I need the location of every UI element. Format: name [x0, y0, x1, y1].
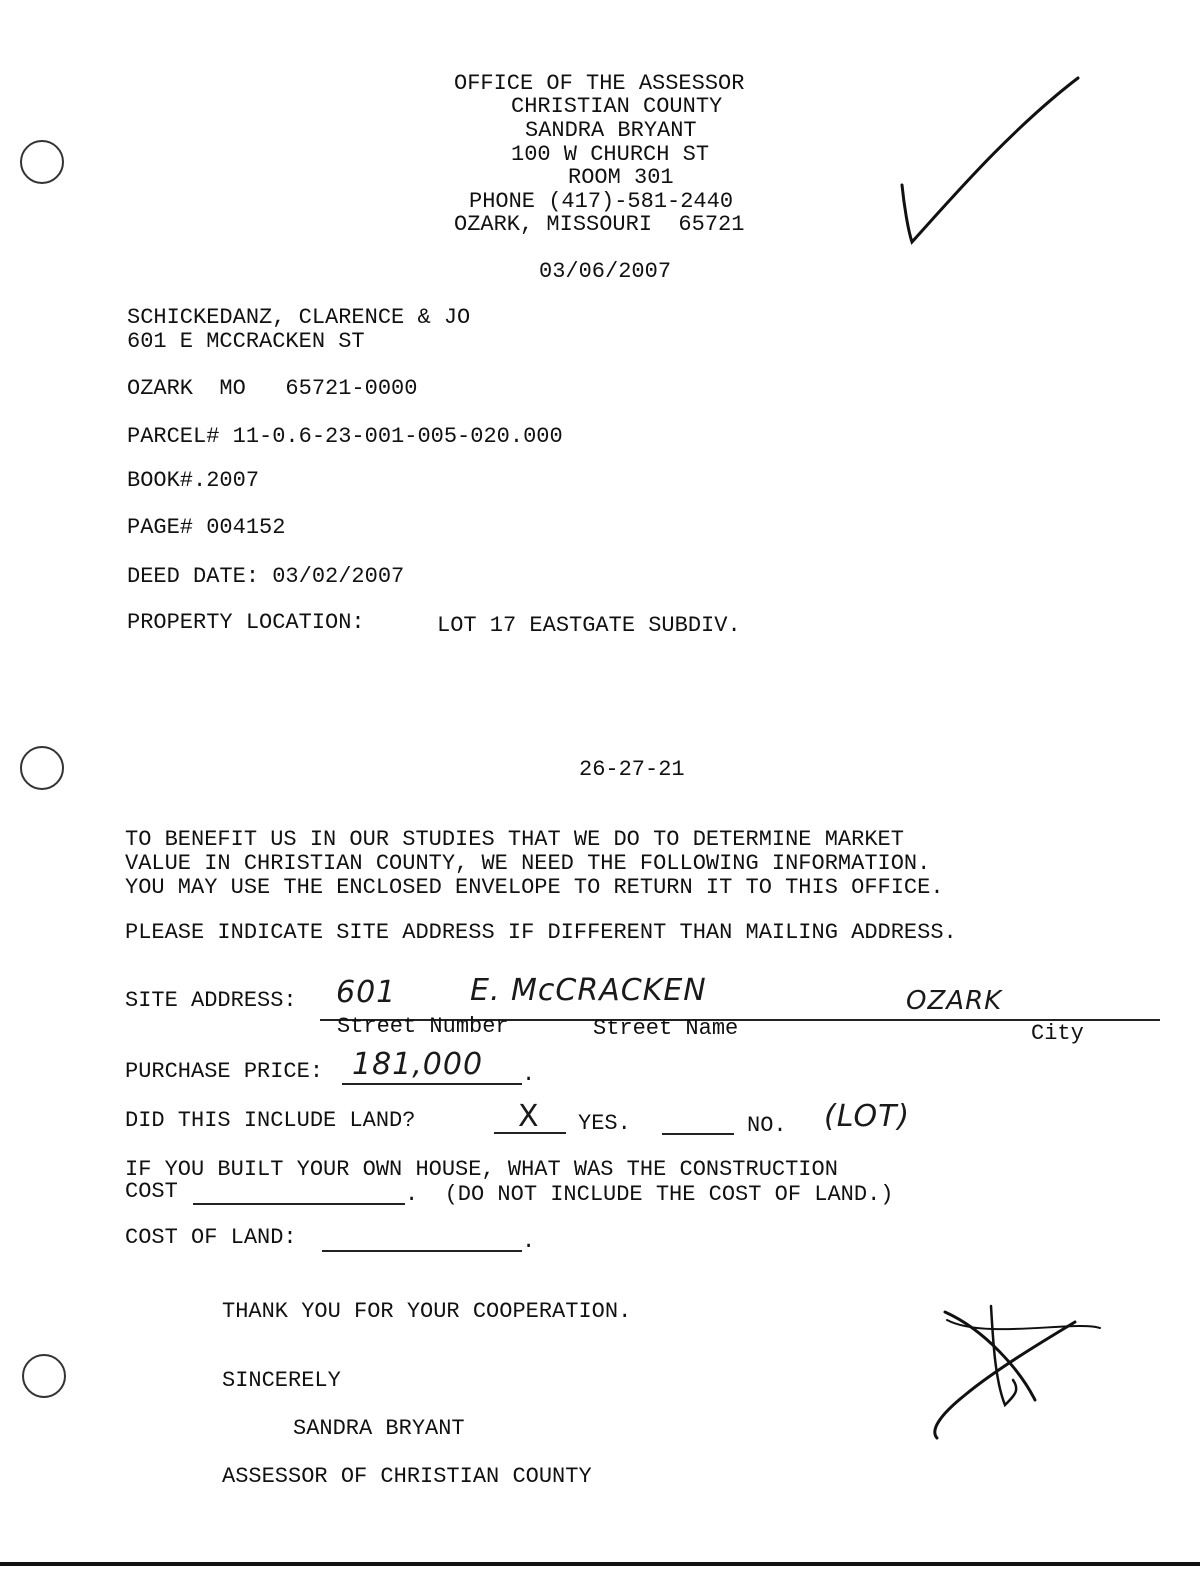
purchase-price-period: . — [522, 1062, 536, 1087]
site-street-handwritten: E. McCRACKEN — [470, 973, 707, 1008]
deed-date: DEED DATE: 03/02/2007 — [127, 564, 405, 589]
recipient-city: OZARK MO 65721-0000 — [127, 376, 418, 401]
recipient-street: 601 E MCCRACKEN ST — [127, 329, 365, 354]
no-label: NO. — [747, 1113, 787, 1138]
construction-cost-field-line[interactable] — [193, 1203, 405, 1205]
signer-name: SANDRA BRYANT — [293, 1416, 465, 1441]
intro-line-1: TO BENEFIT US IN OUR STUDIES THAT WE DO TO DETERMINE MARKET — [125, 827, 904, 852]
book-number: BOOK#.2007 — [127, 468, 260, 493]
purchase-price-field-line[interactable] — [342, 1083, 522, 1085]
site-city-handwritten: OZARK — [906, 986, 1003, 1016]
property-location-value: LOT 17 EASTGATE SUBDIV. — [437, 613, 741, 638]
street-number-caption: Street Number — [337, 1014, 509, 1039]
reference-code: 26-27-21 — [579, 757, 685, 782]
header-county: CHRISTIAN COUNTY — [511, 94, 723, 119]
header-street: 100 W CHURCH ST — [511, 142, 710, 167]
sincerely-text: SINCERELY — [222, 1368, 341, 1393]
land-yes-field-line[interactable] — [494, 1132, 566, 1134]
bottom-scan-edge — [0, 1562, 1200, 1566]
include-land-label: DID THIS INCLUDE LAND? — [125, 1108, 416, 1133]
header-city: OZARK, MISSOURI 65721 — [454, 212, 745, 237]
street-name-caption: Street Name — [593, 1016, 739, 1041]
construction-cost-label: COST — [125, 1179, 178, 1204]
purchase-price-handwritten: 181,000 — [352, 1047, 484, 1082]
header-office: OFFICE OF THE ASSESSOR — [454, 71, 745, 96]
land-yes-mark: X — [518, 1099, 540, 1134]
recipient-name: SCHICKEDANZ, CLARENCE & JO — [127, 305, 471, 330]
punch-hole-middle — [20, 746, 64, 790]
intro-line-2: VALUE IN CHRISTIAN COUNTY, WE NEED THE FOLLOWING INFORMATION. — [125, 851, 931, 876]
site-number-handwritten: 601 — [336, 975, 397, 1010]
site-address-note: PLEASE INDICATE SITE ADDRESS IF DIFFERENT THAN MAILING ADDRESS. — [125, 920, 957, 945]
header-phone: PHONE (417)-581-2440 — [469, 189, 734, 214]
thank-you-text: THANK YOU FOR YOUR COOPERATION. — [222, 1299, 632, 1324]
header-room: ROOM 301 — [568, 165, 674, 190]
land-no-field-line[interactable] — [662, 1133, 734, 1135]
punch-hole-top — [20, 140, 64, 184]
letter-date: 03/06/2007 — [539, 259, 672, 284]
land-note-handwritten: (LOT) — [824, 1099, 911, 1134]
yes-label: YES. — [578, 1111, 631, 1136]
intro-line-3: YOU MAY USE THE ENCLOSED ENVELOPE TO RETURN IT TO THIS OFFICE. — [125, 875, 944, 900]
parcel-number: PARCEL# 11-0.6-23-001-005-020.000 — [127, 424, 563, 449]
handwritten-signature — [925, 1300, 1115, 1445]
construction-question: IF YOU BUILT YOUR OWN HOUSE, WHAT WAS THE CONSTRUCTION — [125, 1157, 838, 1182]
city-caption: City — [1031, 1021, 1084, 1046]
cost-of-land-field-line[interactable] — [322, 1250, 522, 1252]
purchase-price-label: PURCHASE PRICE: — [125, 1059, 324, 1084]
site-address-label: SITE ADDRESS: — [125, 988, 297, 1013]
cost-of-land-label: COST OF LAND: — [125, 1225, 297, 1250]
construction-cost-note: . (DO NOT INCLUDE THE COST OF LAND.) — [405, 1182, 894, 1207]
cost-of-land-period: . — [522, 1229, 536, 1254]
signer-title: ASSESSOR OF CHRISTIAN COUNTY — [222, 1464, 592, 1489]
page-number: PAGE# 004152 — [127, 515, 286, 540]
header-assessor-name: SANDRA BRYANT — [525, 118, 697, 143]
property-location-label: PROPERTY LOCATION: — [127, 610, 365, 635]
check-mark-icon — [890, 70, 1090, 260]
punch-hole-bottom — [22, 1354, 66, 1398]
